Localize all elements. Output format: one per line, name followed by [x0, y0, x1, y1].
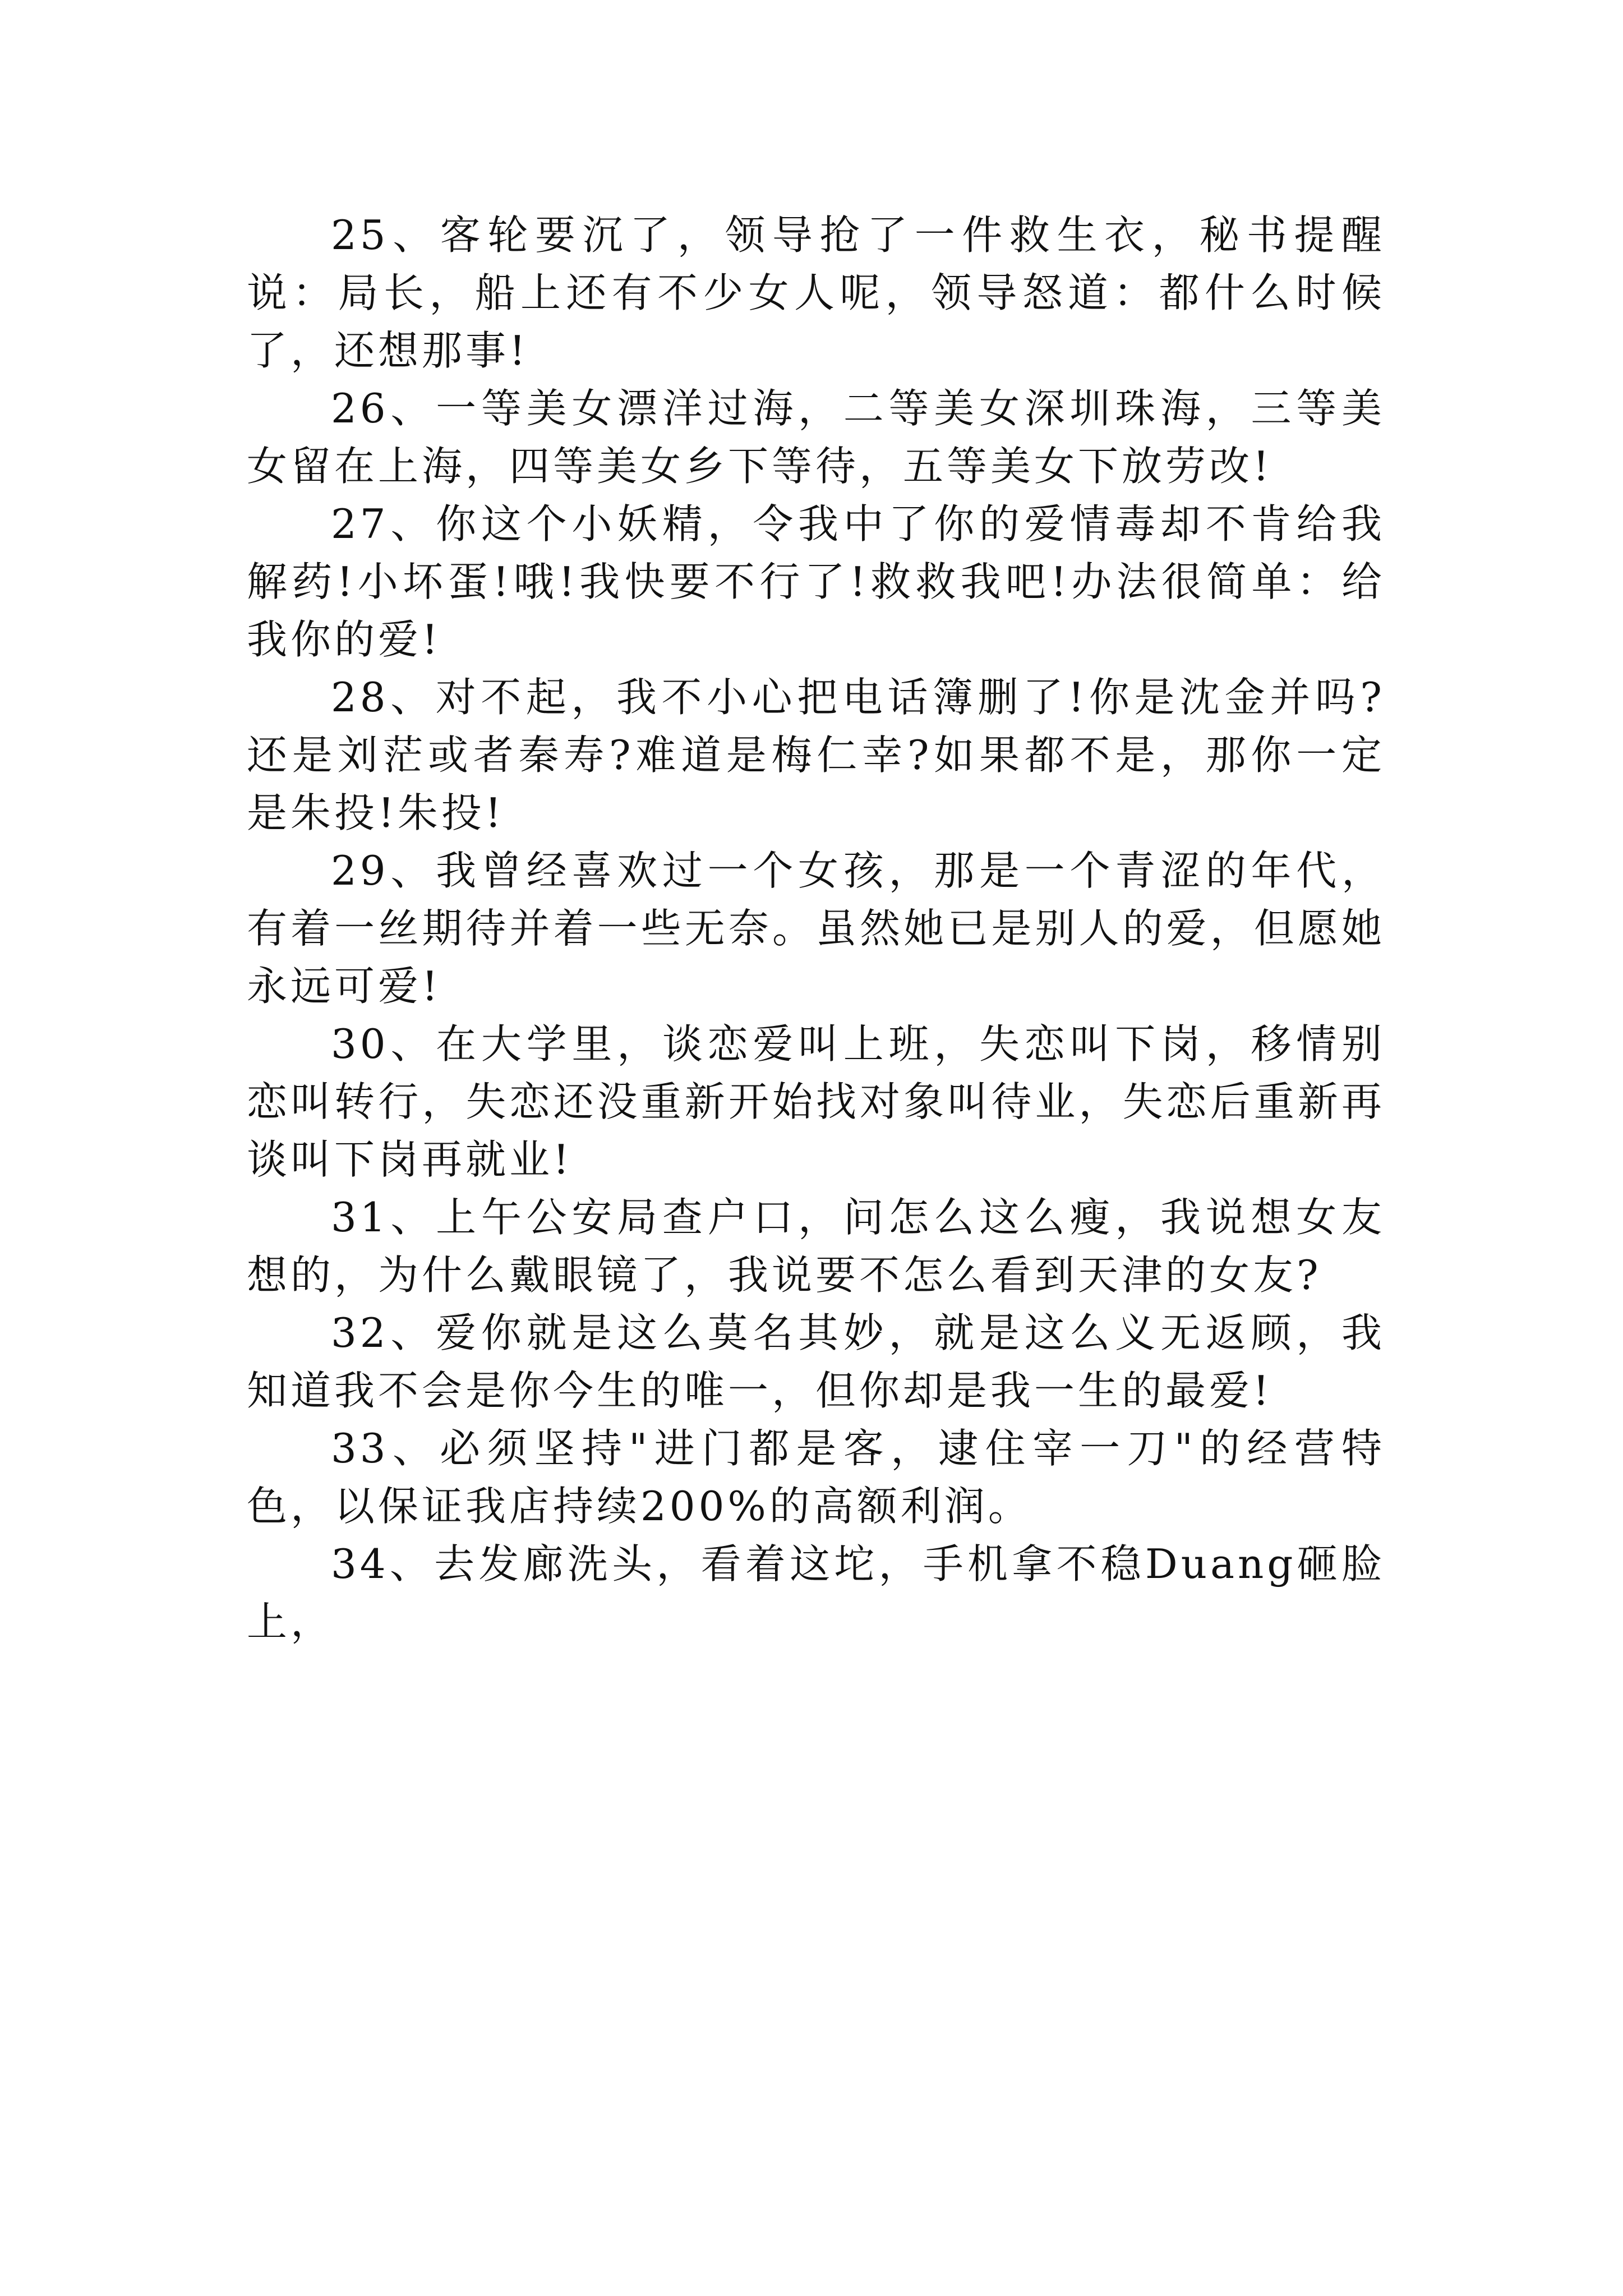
- paragraph-29: 29、我曾经喜欢过一个女孩，那是一个青涩的年代，有着一丝期待并着一些无奈。虽然她已是别人的爱，但愿她永远可爱!: [247, 847, 1385, 1010]
- paragraph-30: 30、在大学里，谈恋爱叫上班，失恋叫下岗，移情别恋叫转行，失恋还没重新开始找对象叫待业，失恋后重新再谈叫下岗再就业!: [247, 1020, 1385, 1183]
- paragraph-33: 33、必须坚持"进门都是客，逮住宰一刀"的经营特色，以保证我店持续200%的高额利润。: [247, 1425, 1385, 1530]
- paragraph-32: 32、爱你就是这么莫名其妙，就是这么义无返顾，我知道我不会是你今生的唯一，但你却是我一生的最爱!: [247, 1309, 1385, 1414]
- document-body: [247, 206, 1385, 1651]
- paragraph-28: 28、对不起，我不小心把电话簿删了!你是沈金并吗?还是刘茫或者秦寿?难道是梅仁幸?如果都不是，那你一定是朱投!朱投!: [247, 674, 1385, 836]
- paragraph-27: 27、你这个小妖精，令我中了你的爱情毒却不肯给我解药!小坏蛋!哦!我快要不行了!救救我吧!办法很简单：给我你的爱!: [247, 500, 1385, 663]
- paragraph-26: 26、一等美女漂洋过海，二等美女深圳珠海，三等美女留在上海，四等美女乡下等待，五等美女下放劳改!: [247, 385, 1385, 490]
- paragraph-31: 31、上午公安局查户口，问怎么这么瘦，我说想女友想的，为什么戴眼镜了，我说要不怎么看到天津的女友?: [247, 1194, 1385, 1299]
- paragraph-25: 25、客轮要沉了，领导抢了一件救生衣，秘书提醒说：局长，船上还有不少女人呢，领导怒道：都什么时候了，还想那事!: [247, 211, 1385, 374]
- paragraph-34: 34、去发廊洗头，看着这坨，手机拿不稳Duang砸脸上，: [247, 1540, 1385, 1645]
